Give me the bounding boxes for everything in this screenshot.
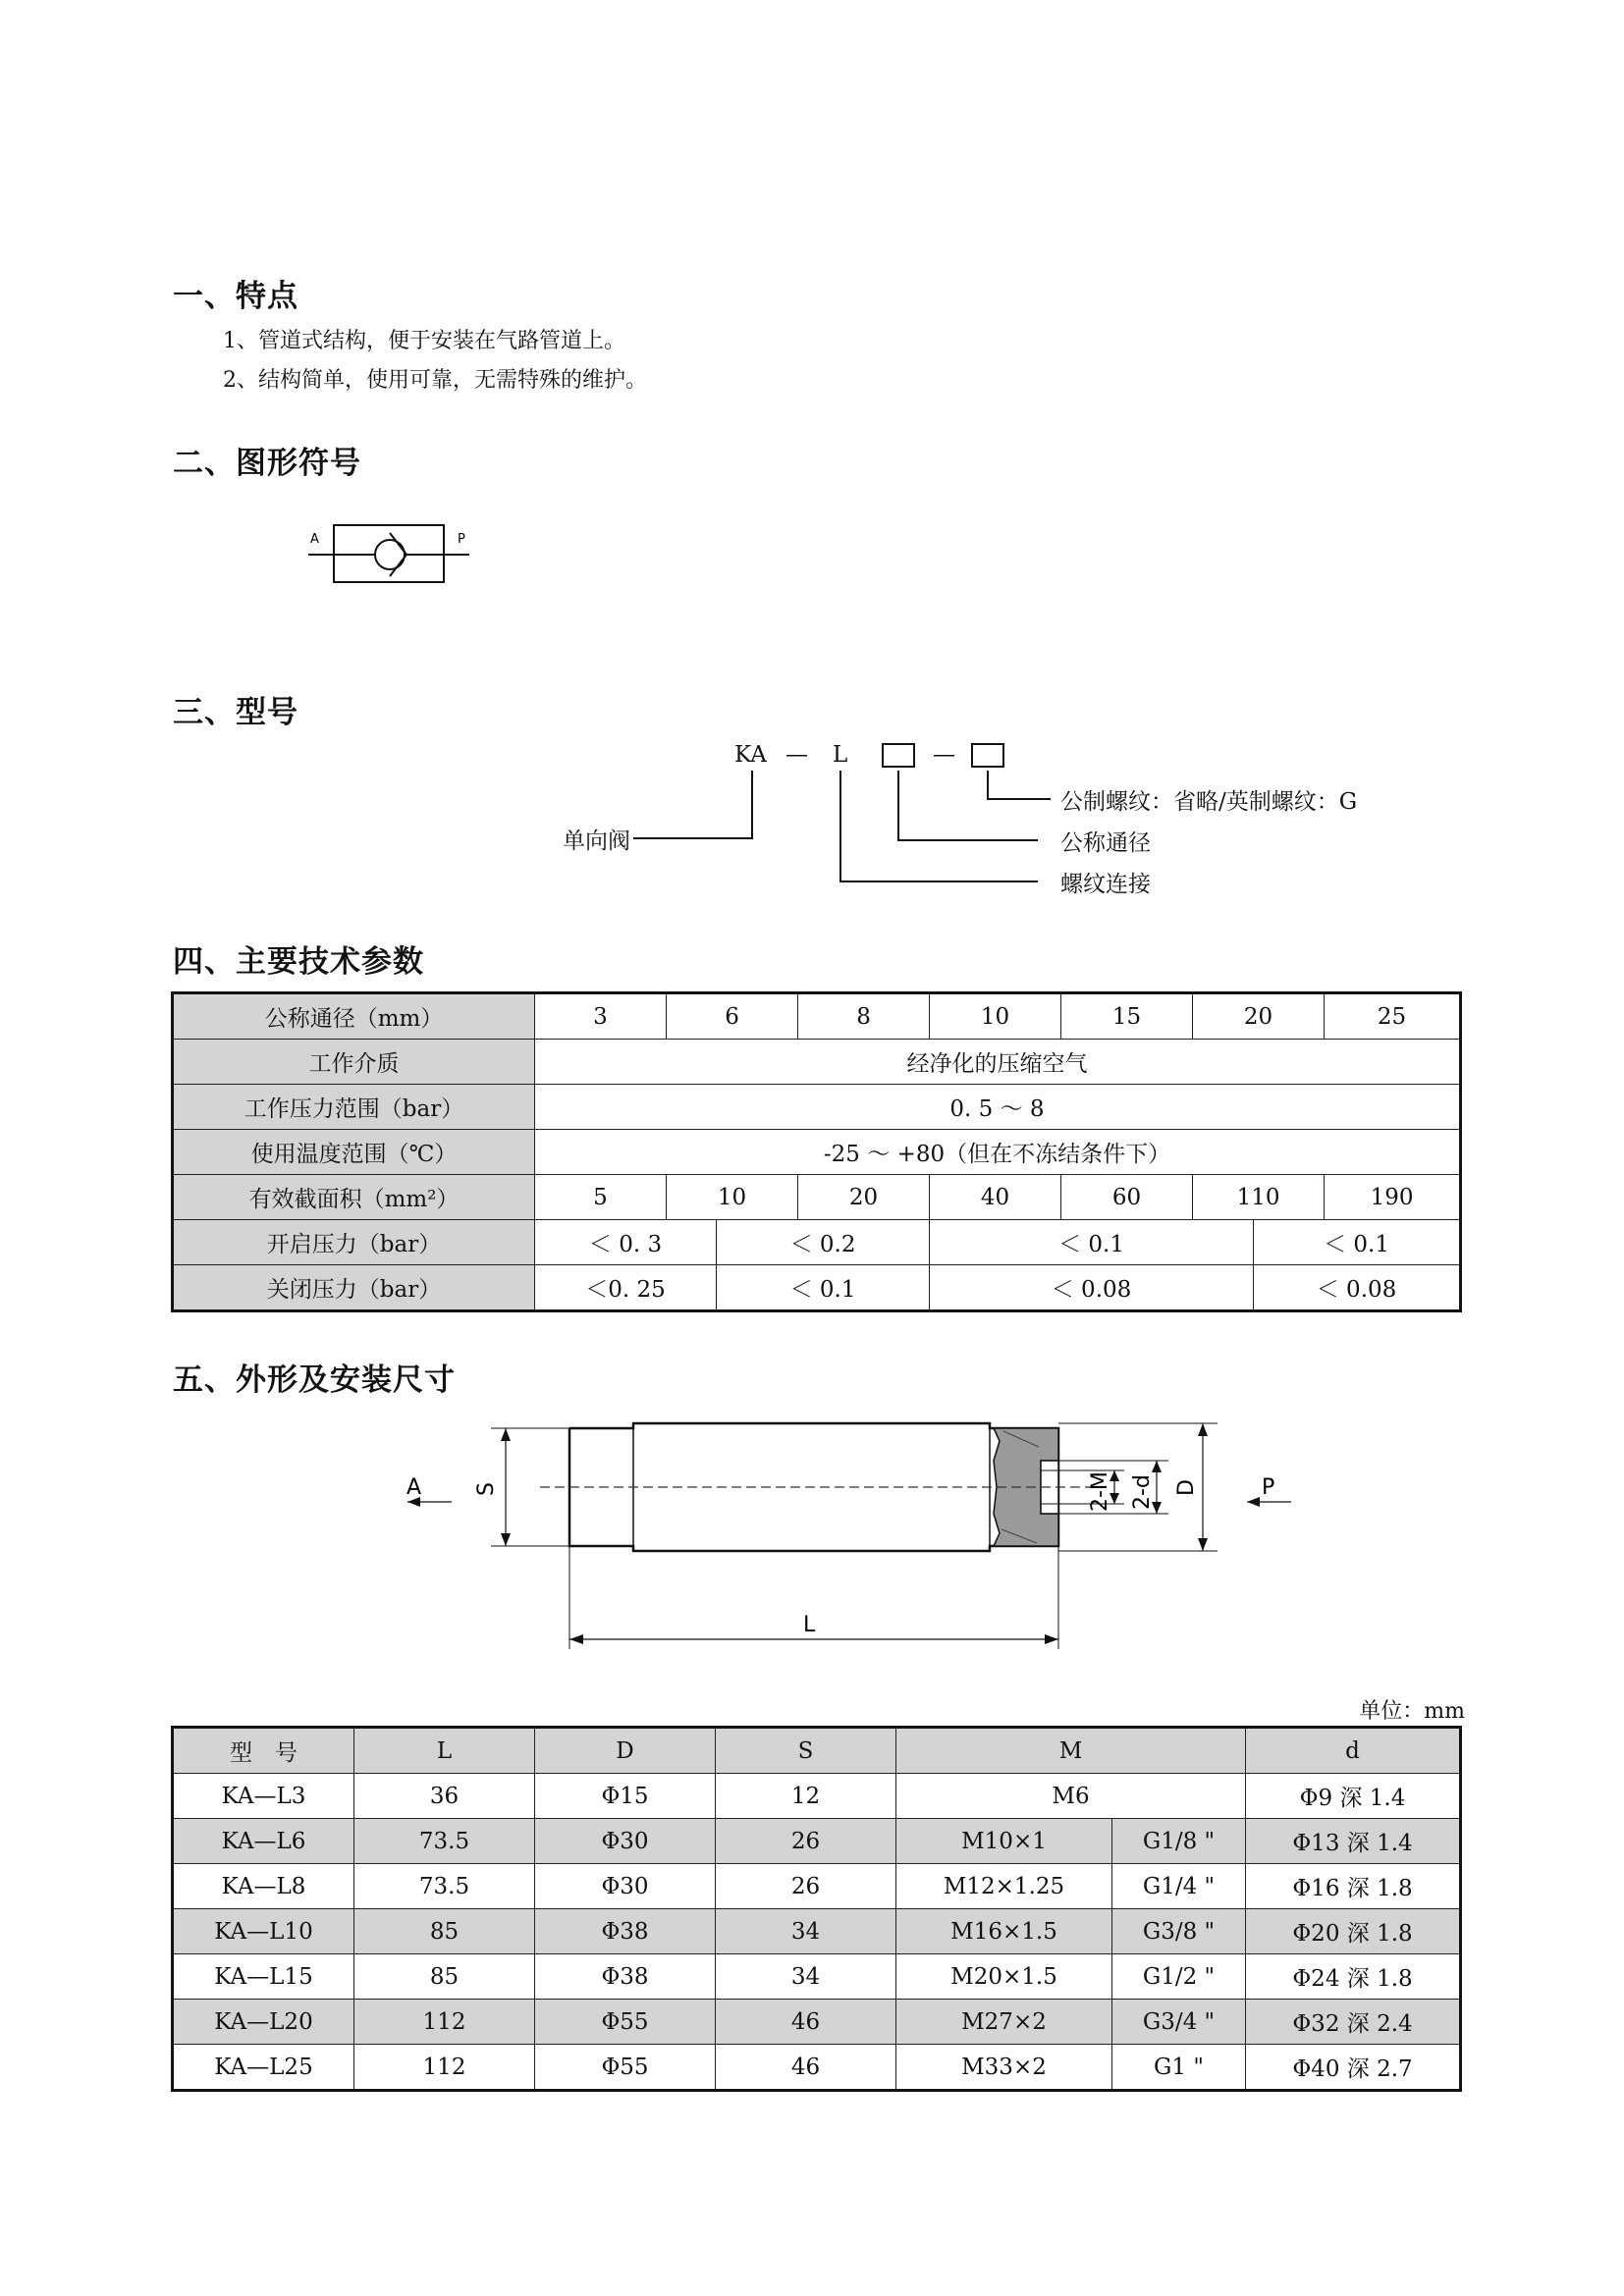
dim-cell-d-outer: Φ38: [535, 1909, 716, 1954]
spec-row-nominal: [174, 994, 1460, 1040]
dim-header-model: 型 号: [174, 1729, 354, 1774]
spec-cell: 190: [1325, 1175, 1460, 1220]
dim-cell-l: 112: [354, 2045, 535, 2090]
spec-cell: 3: [535, 994, 667, 1040]
spec-cell: ＜0. 25: [535, 1265, 717, 1310]
dim-cell-model: KA—L8: [174, 1864, 354, 1909]
dim-cell-g: G1/8 ": [1112, 1819, 1246, 1864]
table-row: [174, 1864, 1460, 1909]
label-valve: 单向阀: [563, 828, 630, 854]
dim-cell-d-outer: Φ55: [535, 2045, 716, 2090]
feature-item-1: 1、管道式结构，便于安装在气路管道上。: [223, 329, 625, 353]
spec-label: 公称通径（mm）: [174, 994, 535, 1040]
spec-cell: ＜ 0.1: [930, 1220, 1254, 1265]
dim-cell-g: G3/8 ": [1112, 1909, 1246, 1954]
dim-cell-d: Φ9 深 1.4: [1246, 1774, 1460, 1819]
spec-label: 关闭压力（bar）: [174, 1265, 535, 1310]
spec-cell: 60: [1061, 1175, 1193, 1220]
spec-row-close: [174, 1265, 1460, 1310]
dim-header-m: M: [896, 1729, 1246, 1774]
model-prefix: KA: [734, 742, 767, 768]
spec-cell: 经净化的压缩空气: [535, 1040, 1460, 1085]
dim-cell-m: M10×1: [896, 1819, 1112, 1864]
model-letter: L: [833, 742, 848, 768]
dim-cell-m: M12×1.25: [896, 1864, 1112, 1909]
spec-label: 使用温度范围（℃）: [174, 1130, 535, 1175]
spec-label: 开启压力（bar）: [174, 1220, 535, 1265]
spec-cell: ＜ 0.1: [717, 1265, 930, 1310]
dim-cell-d: Φ32 深 2.4: [1246, 2000, 1460, 2045]
dim-header-row: [174, 1729, 1460, 1774]
dim-cell-s: 12: [716, 1774, 896, 1819]
spec-row-medium: [174, 1040, 1460, 1085]
dim-cell-g: G1 ": [1112, 2045, 1246, 2090]
label-thread-type: 公制螺纹：省略/英制螺纹：G: [1060, 789, 1358, 815]
spec-cell: ＜ 0.08: [1254, 1265, 1460, 1310]
dim-cell-s: 34: [716, 1909, 896, 1954]
spec-cell: 6: [667, 994, 798, 1040]
table-row: [174, 1954, 1460, 2000]
dim-cell-s: 46: [716, 2000, 896, 2045]
drawing-label-l: L: [803, 1613, 816, 1637]
spec-cell: 40: [930, 1175, 1061, 1220]
dim-cell-model: KA—L15: [174, 1954, 354, 2000]
dim-cell-d-outer: Φ15: [535, 1774, 716, 1819]
section-title-model: 三、型号: [173, 695, 298, 730]
dim-cell-m: M27×2: [896, 2000, 1112, 2045]
drawing-label-2m: 2-M: [1088, 1471, 1112, 1512]
dim-cell-s: 26: [716, 1864, 896, 1909]
dim-header-d-outer: D: [535, 1729, 716, 1774]
dimension-table: [173, 1728, 1460, 2090]
dim-cell-d: Φ24 深 1.8: [1246, 1954, 1460, 2000]
check-valve-symbol: [304, 515, 481, 589]
section-title-symbol: 二、图形符号: [173, 446, 361, 481]
spec-cell: 20: [798, 1175, 930, 1220]
dim-cell-d-outer: Φ38: [535, 1954, 716, 2000]
spec-row-open: [174, 1220, 1460, 1265]
section-title-features: 一、特点: [173, 279, 298, 314]
spec-row-temp: [174, 1130, 1460, 1175]
spec-cell: -25 ～ +80（但在不冻结条件下）: [535, 1130, 1460, 1175]
table-row: [174, 1774, 1460, 1819]
dim-cell-l: 73.5: [354, 1864, 535, 1909]
spec-label: 有效截面积（mm²）: [174, 1175, 535, 1220]
symbol-port-a: A: [310, 532, 319, 547]
dim-cell-model: KA—L3: [174, 1774, 354, 1819]
table-row: [174, 2000, 1460, 2045]
model-dash-2: —: [933, 742, 955, 768]
spec-cell: 25: [1325, 994, 1460, 1040]
dim-cell-m: M16×1.5: [896, 1909, 1112, 1954]
dim-cell-model: KA—L6: [174, 1819, 354, 1864]
dim-cell-l: 85: [354, 1909, 535, 1954]
dim-cell-g: G1/2 ": [1112, 1954, 1246, 2000]
label-connection: 螺纹连接: [1060, 872, 1151, 897]
code-box-thread: [972, 744, 1003, 767]
dim-cell-s: 26: [716, 1819, 896, 1864]
spec-cell: ＜ 0.08: [930, 1265, 1254, 1310]
code-box-nominal: [883, 744, 914, 767]
dimension-drawing: [393, 1414, 1316, 1669]
label-nominal: 公称通径: [1060, 830, 1151, 856]
dim-cell-m: M33×2: [896, 2045, 1112, 2090]
table-row: [174, 1819, 1460, 1864]
drawing-label-d: D: [1174, 1479, 1199, 1496]
table-row: [174, 1909, 1460, 1954]
spec-cell: ＜ 0.1: [1254, 1220, 1460, 1265]
spec-row-pressure: [174, 1085, 1460, 1130]
dim-cell-d: Φ40 深 2.7: [1246, 2045, 1460, 2090]
dim-header-d: d: [1246, 1729, 1460, 1774]
dim-cell-g: G3/4 ": [1112, 2000, 1246, 2045]
dim-cell-m: M6: [896, 1774, 1246, 1819]
dim-cell-g: G1/4 ": [1112, 1864, 1246, 1909]
drawing-label-s: S: [474, 1482, 499, 1496]
drawing-label-2d: 2-d: [1130, 1474, 1155, 1510]
dim-cell-d: Φ20 深 1.8: [1246, 1909, 1460, 1954]
spec-cell: 8: [798, 994, 930, 1040]
dim-cell-model: KA—L20: [174, 2000, 354, 2045]
model-dash-1: —: [785, 742, 808, 768]
unit-label: 单位：mm: [1359, 1699, 1465, 1724]
symbol-port-p: P: [458, 532, 465, 547]
dim-header-l: L: [354, 1729, 535, 1774]
dim-cell-d: Φ16 深 1.8: [1246, 1864, 1460, 1909]
table-row: [174, 2045, 1460, 2090]
spec-cell: 15: [1061, 994, 1193, 1040]
spec-cell: ＜ 0.2: [717, 1220, 930, 1265]
spec-cell: 10: [930, 994, 1061, 1040]
spec-cell: 5: [535, 1175, 667, 1220]
spec-cell: 10: [667, 1175, 798, 1220]
dim-cell-d-outer: Φ30: [535, 1819, 716, 1864]
dim-cell-model: KA—L10: [174, 1909, 354, 1954]
dim-cell-l: 73.5: [354, 1819, 535, 1864]
drawing-label-p: P: [1262, 1475, 1275, 1500]
feature-item-2: 2、结构简单，使用可靠，无需特殊的维护。: [223, 368, 647, 393]
dim-cell-d-outer: Φ55: [535, 2000, 716, 2045]
section-title-dimensions: 五、外形及安装尺寸: [173, 1362, 456, 1398]
dim-header-s: S: [716, 1729, 896, 1774]
spec-cell: ＜ 0. 3: [535, 1220, 717, 1265]
dim-cell-d: Φ13 深 1.4: [1246, 1819, 1460, 1864]
spec-row-area: [174, 1175, 1460, 1220]
dim-cell-l: 112: [354, 2000, 535, 2045]
dim-cell-l: 36: [354, 1774, 535, 1819]
section-title-spec: 四、主要技术参数: [173, 944, 424, 980]
dim-cell-s: 34: [716, 1954, 896, 2000]
spec-label: 工作介质: [174, 1040, 535, 1085]
dim-cell-d-outer: Φ30: [535, 1864, 716, 1909]
spec-cell: 20: [1193, 994, 1325, 1040]
dim-cell-l: 85: [354, 1954, 535, 2000]
dim-cell-model: KA—L25: [174, 2045, 354, 2090]
spec-cell: 0. 5 ～ 8: [535, 1085, 1460, 1130]
dim-cell-s: 46: [716, 2045, 896, 2090]
spec-cell: 110: [1193, 1175, 1325, 1220]
spec-table: [173, 993, 1460, 1310]
dim-cell-m: M20×1.5: [896, 1954, 1112, 2000]
drawing-label-a: A: [406, 1475, 422, 1500]
spec-label: 工作压力范围（bar）: [174, 1085, 535, 1130]
